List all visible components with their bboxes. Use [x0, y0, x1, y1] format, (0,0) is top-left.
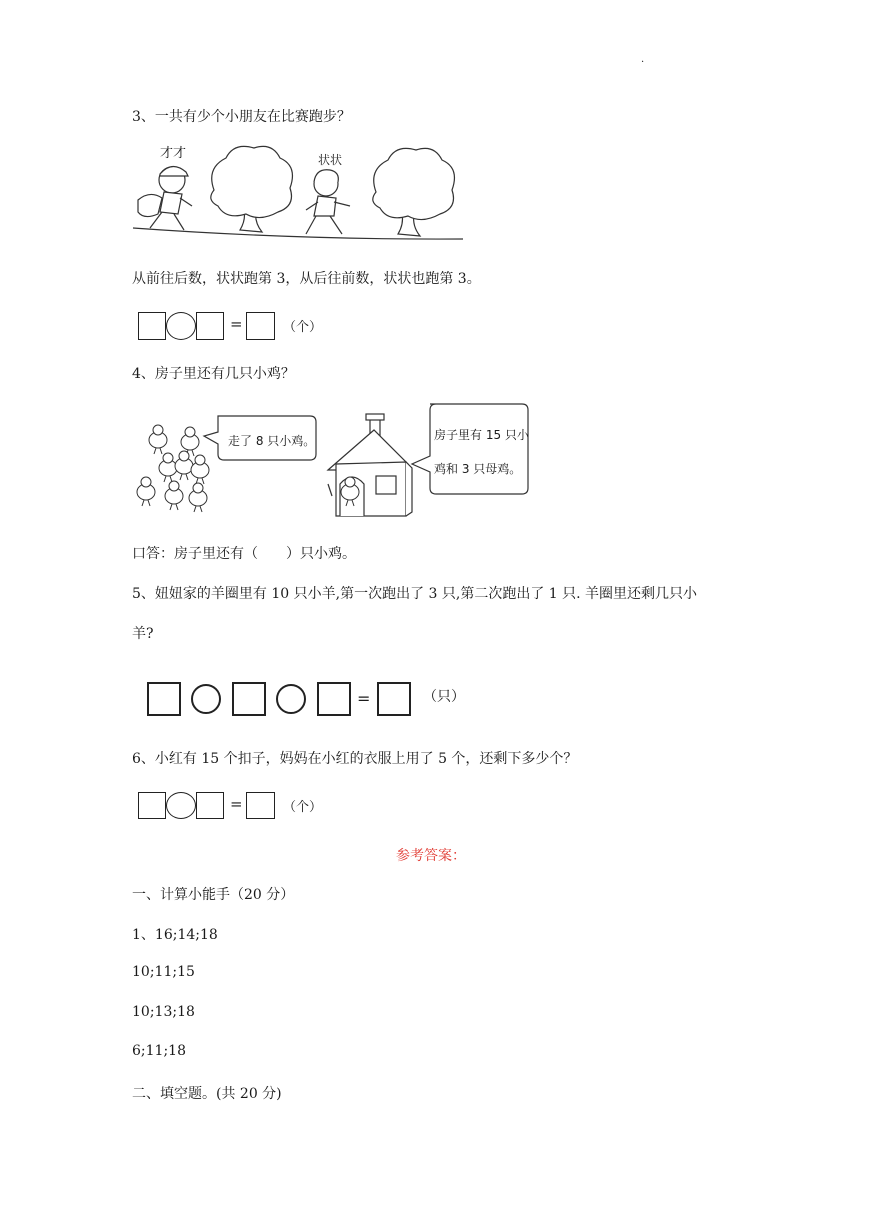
kid-left-figure [138, 166, 192, 230]
house-figure [328, 414, 412, 516]
q3-illustration [130, 140, 470, 245]
kid-right-label: 状状 [318, 153, 343, 167]
q6-unit: （个） [283, 800, 323, 815]
q5-title-line-1: 5、妞妞家的羊圈里有 10 只小羊,第一次跑出了 3 只,第二次跑出了 1 只. 羊圈里还剩几只小 [132, 586, 698, 602]
right-speech-bubble-shape [412, 404, 528, 494]
answer-line-3: 10;13;18 [132, 1004, 195, 1020]
tree-right [373, 148, 455, 236]
kid-left-label: 才才 [160, 146, 187, 161]
q6-operator-circle[interactable] [166, 792, 196, 819]
answer-line-4: 6;11;18 [132, 1043, 186, 1059]
q5-title-line-2: 羊? [132, 626, 154, 642]
kid-right-figure [306, 170, 350, 234]
q5-result-box[interactable] [377, 682, 411, 716]
q3-answer-box-2[interactable] [196, 312, 224, 340]
answers-section-1-heading: 一、计算小能手（20 分） [132, 887, 295, 903]
answer-line-2: 10;11;15 [132, 964, 195, 980]
q6-result-box[interactable] [246, 792, 275, 819]
q3-unit: （个） [283, 320, 323, 335]
q5-operator-circle-1[interactable] [191, 684, 221, 714]
left-bubble-text: 走了 8 只小鸡。 [228, 434, 316, 448]
chicks-group [137, 425, 209, 512]
answers-section-2-heading: 二、填空题。(共 20 分) [132, 1086, 282, 1102]
q5-answer-box-3[interactable] [317, 682, 351, 716]
q3-title: 3、一共有少个小朋友在比赛跑步？ [132, 109, 351, 125]
answer-line-1: 1、16;14;18 [132, 927, 218, 943]
q5-equals-sign: = [357, 689, 371, 708]
q4-answer-line: 口答：房子里还有（ ）只小鸡。 [132, 546, 356, 562]
q6-answer-box-2[interactable] [196, 792, 224, 819]
q3-equals-sign: = [230, 315, 243, 333]
right-bubble-text-line-1: 房子里有 15 只小 [434, 428, 529, 442]
q3-description: 从前往后数，状状跑第 3，从后往前数，状状也跑第 3。 [132, 271, 481, 287]
tree-left [211, 146, 293, 232]
q6-title: 6、小红有 15 个扣子，妈妈在小红的衣服上用了 5 个，还剩下多少个？ [132, 751, 578, 767]
q4-title: 4、房子里还有几只小鸡？ [132, 366, 295, 382]
q6-answer-box-1[interactable] [138, 792, 166, 819]
q6-equals-sign: = [230, 795, 243, 813]
header-dot: . [641, 54, 645, 65]
q3-result-box[interactable] [246, 312, 275, 340]
q5-unit: （只） [423, 689, 465, 705]
q5-answer-box-2[interactable] [232, 682, 266, 716]
q4-illustration [130, 400, 530, 525]
right-bubble-text-line-2: 鸡和 3 只母鸡。 [434, 462, 522, 476]
q3-operator-circle[interactable] [166, 312, 196, 340]
answers-heading: 参考答案： [396, 848, 466, 864]
q3-answer-box-1[interactable] [138, 312, 166, 340]
q5-operator-circle-2[interactable] [276, 684, 306, 714]
q5-answer-box-1[interactable] [147, 682, 181, 716]
